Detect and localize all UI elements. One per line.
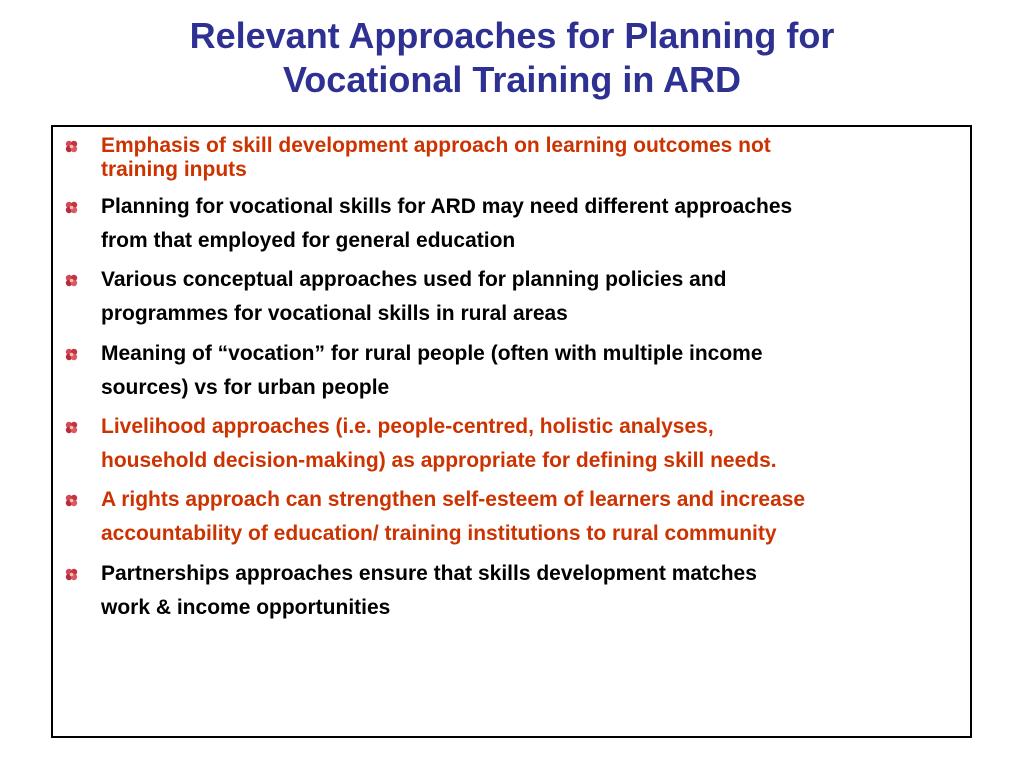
bullet-text-7 [101,557,967,625]
red-flower-bullet-icon [65,568,78,581]
bullet-3-line-2: programmes for vocational skills in rural areas [101,302,568,325]
bullet-text-1 [101,134,967,182]
bullet-4-line-2: sources) vs for urban people [101,376,390,399]
slide-title-line-2: Vocational Training in ARD [282,59,742,100]
bullet-7-line-2: work & income opportunities [101,596,391,619]
bullet-6-line-1: A rights approach can strengthen self-esteem of learners and increase [101,488,806,511]
bullet-text-6 [101,483,967,551]
bullet-1-line-2: training inputs [101,158,247,181]
bullet-2-line-2: from that employed for general education [101,229,516,252]
bullet-1-line-1: Emphasis of skill development approach on learning outcomes not [101,134,771,157]
red-flower-bullet-icon [65,201,78,214]
bullet-text-5 [101,410,967,478]
bullet-3-line-1: Various conceptual approaches used for planning policies and [101,268,727,291]
bullet-5-line-1: Livelihood approaches (i.e. people-centred, holistic analyses, [101,415,714,438]
bullet-6-line-2: accountability of education/ training institutions to rural community [101,522,777,545]
red-flower-bullet-icon [65,348,78,361]
red-flower-bullet-icon [65,274,78,287]
bullet-4-line-1: Meaning of “vocation” for rural people (often with multiple income [101,342,763,365]
bullet-text-3 [101,263,967,331]
bullet-text-4 [101,337,967,405]
content-box [51,125,972,738]
red-flower-bullet-icon [65,140,78,153]
red-flower-bullet-icon [65,494,78,507]
bullet-text-2 [101,190,967,258]
bullet-7-line-1: Partnerships approaches ensure that skills development matches [101,562,757,585]
slide-title [0,14,1024,102]
slide-title-line-1: Relevant Approaches for Planning for [189,15,835,56]
bullet-2-line-1: Planning for vocational skills for ARD may need different approaches [101,195,793,218]
red-flower-bullet-icon [65,421,78,434]
bullet-5-line-2: household decision-making) as appropriate for defining skill needs. [101,449,777,472]
